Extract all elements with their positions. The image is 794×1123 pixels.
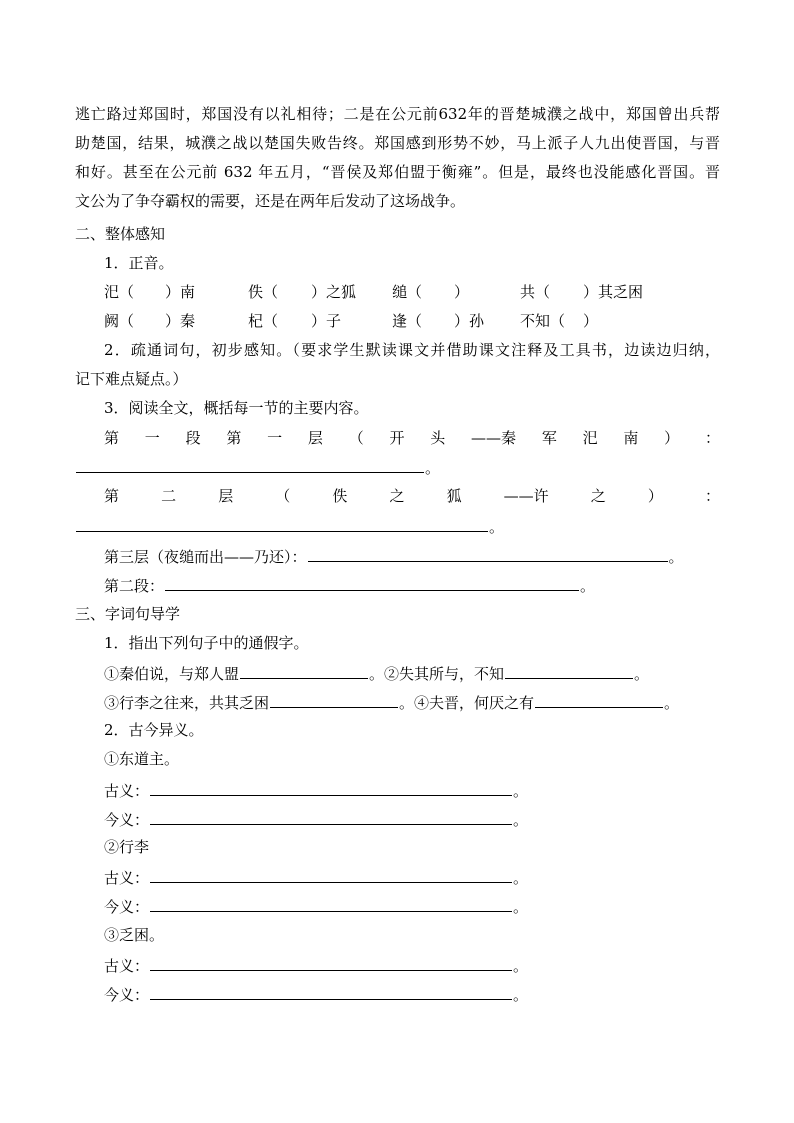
gujin-item-3-gu-row [104,954,528,976]
pron-1-e: 缒（ [392,283,423,301]
q-gujin-yiyi: 2．古今异义。 [104,721,204,739]
q-tongjiazi: 1．指出下列句子中的通假字。 [104,634,309,652]
layer-1-char: 第 [104,429,120,447]
pron-2-b: ）秦 [165,312,196,330]
paragraph-2-label: 第二段： [104,577,165,595]
pron-1-f: ） [454,283,470,301]
layer-2-char: （ [275,487,291,505]
section-3-title: 三、字词句导学 [75,605,181,623]
jin-answer-blank[interactable] [150,895,512,912]
layer-1-char: 汜 [582,429,598,447]
gujin-item-2-gu-row [104,866,528,888]
period: 。 [580,577,596,595]
layer-1-answer-blank[interactable] [76,456,424,473]
layer-1-char: 段 [185,429,201,447]
q-summary: 3．阅读全文，概括每一节的主要内容。 [104,399,369,417]
layer-1-char: 层 [307,429,323,447]
tongjiazi-2-text: ②失其所与，不知 [384,665,505,683]
pron-1-d: ）之狐 [311,283,357,301]
jin-label: 今义： [104,986,150,1004]
layer-2-char: ——许 [503,487,549,505]
pron-1-a: 汜（ [104,283,135,301]
period: 。 [513,986,529,1004]
layer-2-char: 二 [161,487,177,505]
tongjiazi-row-2 [104,691,679,713]
gujin-item-3-title: ③乏困。 [104,926,165,944]
layer-3-label: 第三层（夜缒而出——乃还）： [104,548,307,566]
layer-2-char: 层 [218,487,234,505]
jin-answer-blank[interactable] [150,808,512,825]
pron-1-c: 佚（ [248,283,279,301]
layer-1-answer-row [75,456,440,478]
gu-label: 古义： [104,782,150,800]
gu-answer-blank[interactable] [150,954,512,971]
paragraph-2-row [104,574,595,596]
layer-2-char: 佚 [332,487,348,505]
pron-1-g: 共（ [520,283,551,301]
period: 。 [513,869,529,887]
gu-answer-blank[interactable] [150,866,512,883]
jin-label: 今义： [104,898,150,916]
layer-1-label [104,428,720,448]
period: 。 [513,811,529,829]
layer-1-char: 一 [144,429,160,447]
period: 。 [425,459,441,477]
tongjiazi-row-1 [104,662,649,684]
layer-2-label [104,486,720,506]
tongjiazi-1-text: ①秦伯说，与郑人盟 [104,665,240,683]
layer-1-char: 军 [541,429,557,447]
layer-1-char: 开 [389,429,405,447]
layer-2-answer-row [75,515,504,537]
layer-2-char: 第 [104,487,120,505]
layer-2-char: ： [704,487,720,505]
layer-2-char: 狐 [446,487,462,505]
tongjiazi-3-blank[interactable] [270,691,398,708]
period: 。 [489,518,505,536]
layer-1-char: （ [348,429,364,447]
tongjiazi-2-blank[interactable] [505,662,633,679]
paragraph-2-answer-blank[interactable] [165,574,579,591]
pron-2-a: 阙（ [104,312,135,330]
pron-1-b: ）南 [165,283,196,301]
pron-2-g: 不知（ [520,312,566,330]
layer-1-char: ： [704,429,720,447]
tongjiazi-4-text: ④夫晋，何厌之有 [414,694,535,712]
pron-2-d: ）子 [311,312,342,330]
period: 。 [513,898,529,916]
period: 。 [664,694,680,712]
gujin-item-2-jin-row [104,895,528,917]
period: 。 [513,782,529,800]
layer-3-row [104,545,684,567]
gujin-item-1-gu-row [104,779,528,801]
period: 。 [634,665,650,683]
pron-2-c: 杞（ [248,312,279,330]
gujin-item-3-jin-row [104,983,528,1005]
gujin-item-1-jin-row [104,808,528,830]
period: 。 [668,548,684,566]
pron-2-f: ）孙 [454,312,485,330]
jin-label: 今义： [104,811,150,829]
q-reading-1: 2．疏通词句，初步感知。（要求学生默读课文并借助课文注释及工具书，边读边归纳， [104,341,720,359]
pron-2-h: ） [583,312,599,330]
layer-2-char: 之 [389,487,405,505]
tongjiazi-4-blank[interactable] [535,691,663,708]
gujin-item-1-title: ①东道主。 [104,750,180,768]
pron-1-h: ）其乏困 [583,283,644,301]
pron-2-e: 逢（ [392,312,423,330]
layer-3-answer-blank[interactable] [308,545,668,562]
section-2-title: 二、整体感知 [75,225,166,243]
intro-line-2: 助楚国，结果，城濮之战以楚国失败告终。郑国感到形势不妙，马上派子人九出使晋国，与晋 [75,134,720,152]
intro-line-4: 文公为了争夺霸权的需要，还是在两年后发动了这场战争。 [75,192,466,210]
layer-1-char: 头 [430,429,446,447]
tongjiazi-1-blank[interactable] [240,662,368,679]
q-pronunciation: 1．正音。 [104,254,174,272]
layer-1-char: 第 [226,429,242,447]
layer-1-char: 一 [267,429,283,447]
period: 。 [369,665,385,683]
q-reading-2: 记下难点疑点。） [75,370,188,388]
intro-line-3: 和好。甚至在公元前 632 年五月，“晋侯及郑伯盟于衡雍”。但是，最终也没能感化晋国。晋 [75,163,720,181]
layer-2-char: ） [647,487,663,505]
layer-2-answer-blank[interactable] [76,515,488,532]
period: 。 [513,957,529,975]
jin-answer-blank[interactable] [150,983,512,1000]
gu-label: 古义： [104,869,150,887]
period: 。 [399,694,415,712]
layer-2-char: 之 [590,487,606,505]
layer-1-char: ） [664,429,680,447]
gu-label: 古义： [104,957,150,975]
layer-1-char: ——秦 [471,429,517,447]
layer-1-char: 南 [623,429,639,447]
gujin-item-2-title: ②行李 [104,838,150,856]
tongjiazi-3-text: ③行李之往来，共其乏困 [104,694,270,712]
intro-line-1: 逃亡路过郑国时，郑国没有以礼相待；二是在公元前632年的晋楚城濮之战中，郑国曾出兵帮 [75,105,720,123]
gu-answer-blank[interactable] [150,779,512,796]
